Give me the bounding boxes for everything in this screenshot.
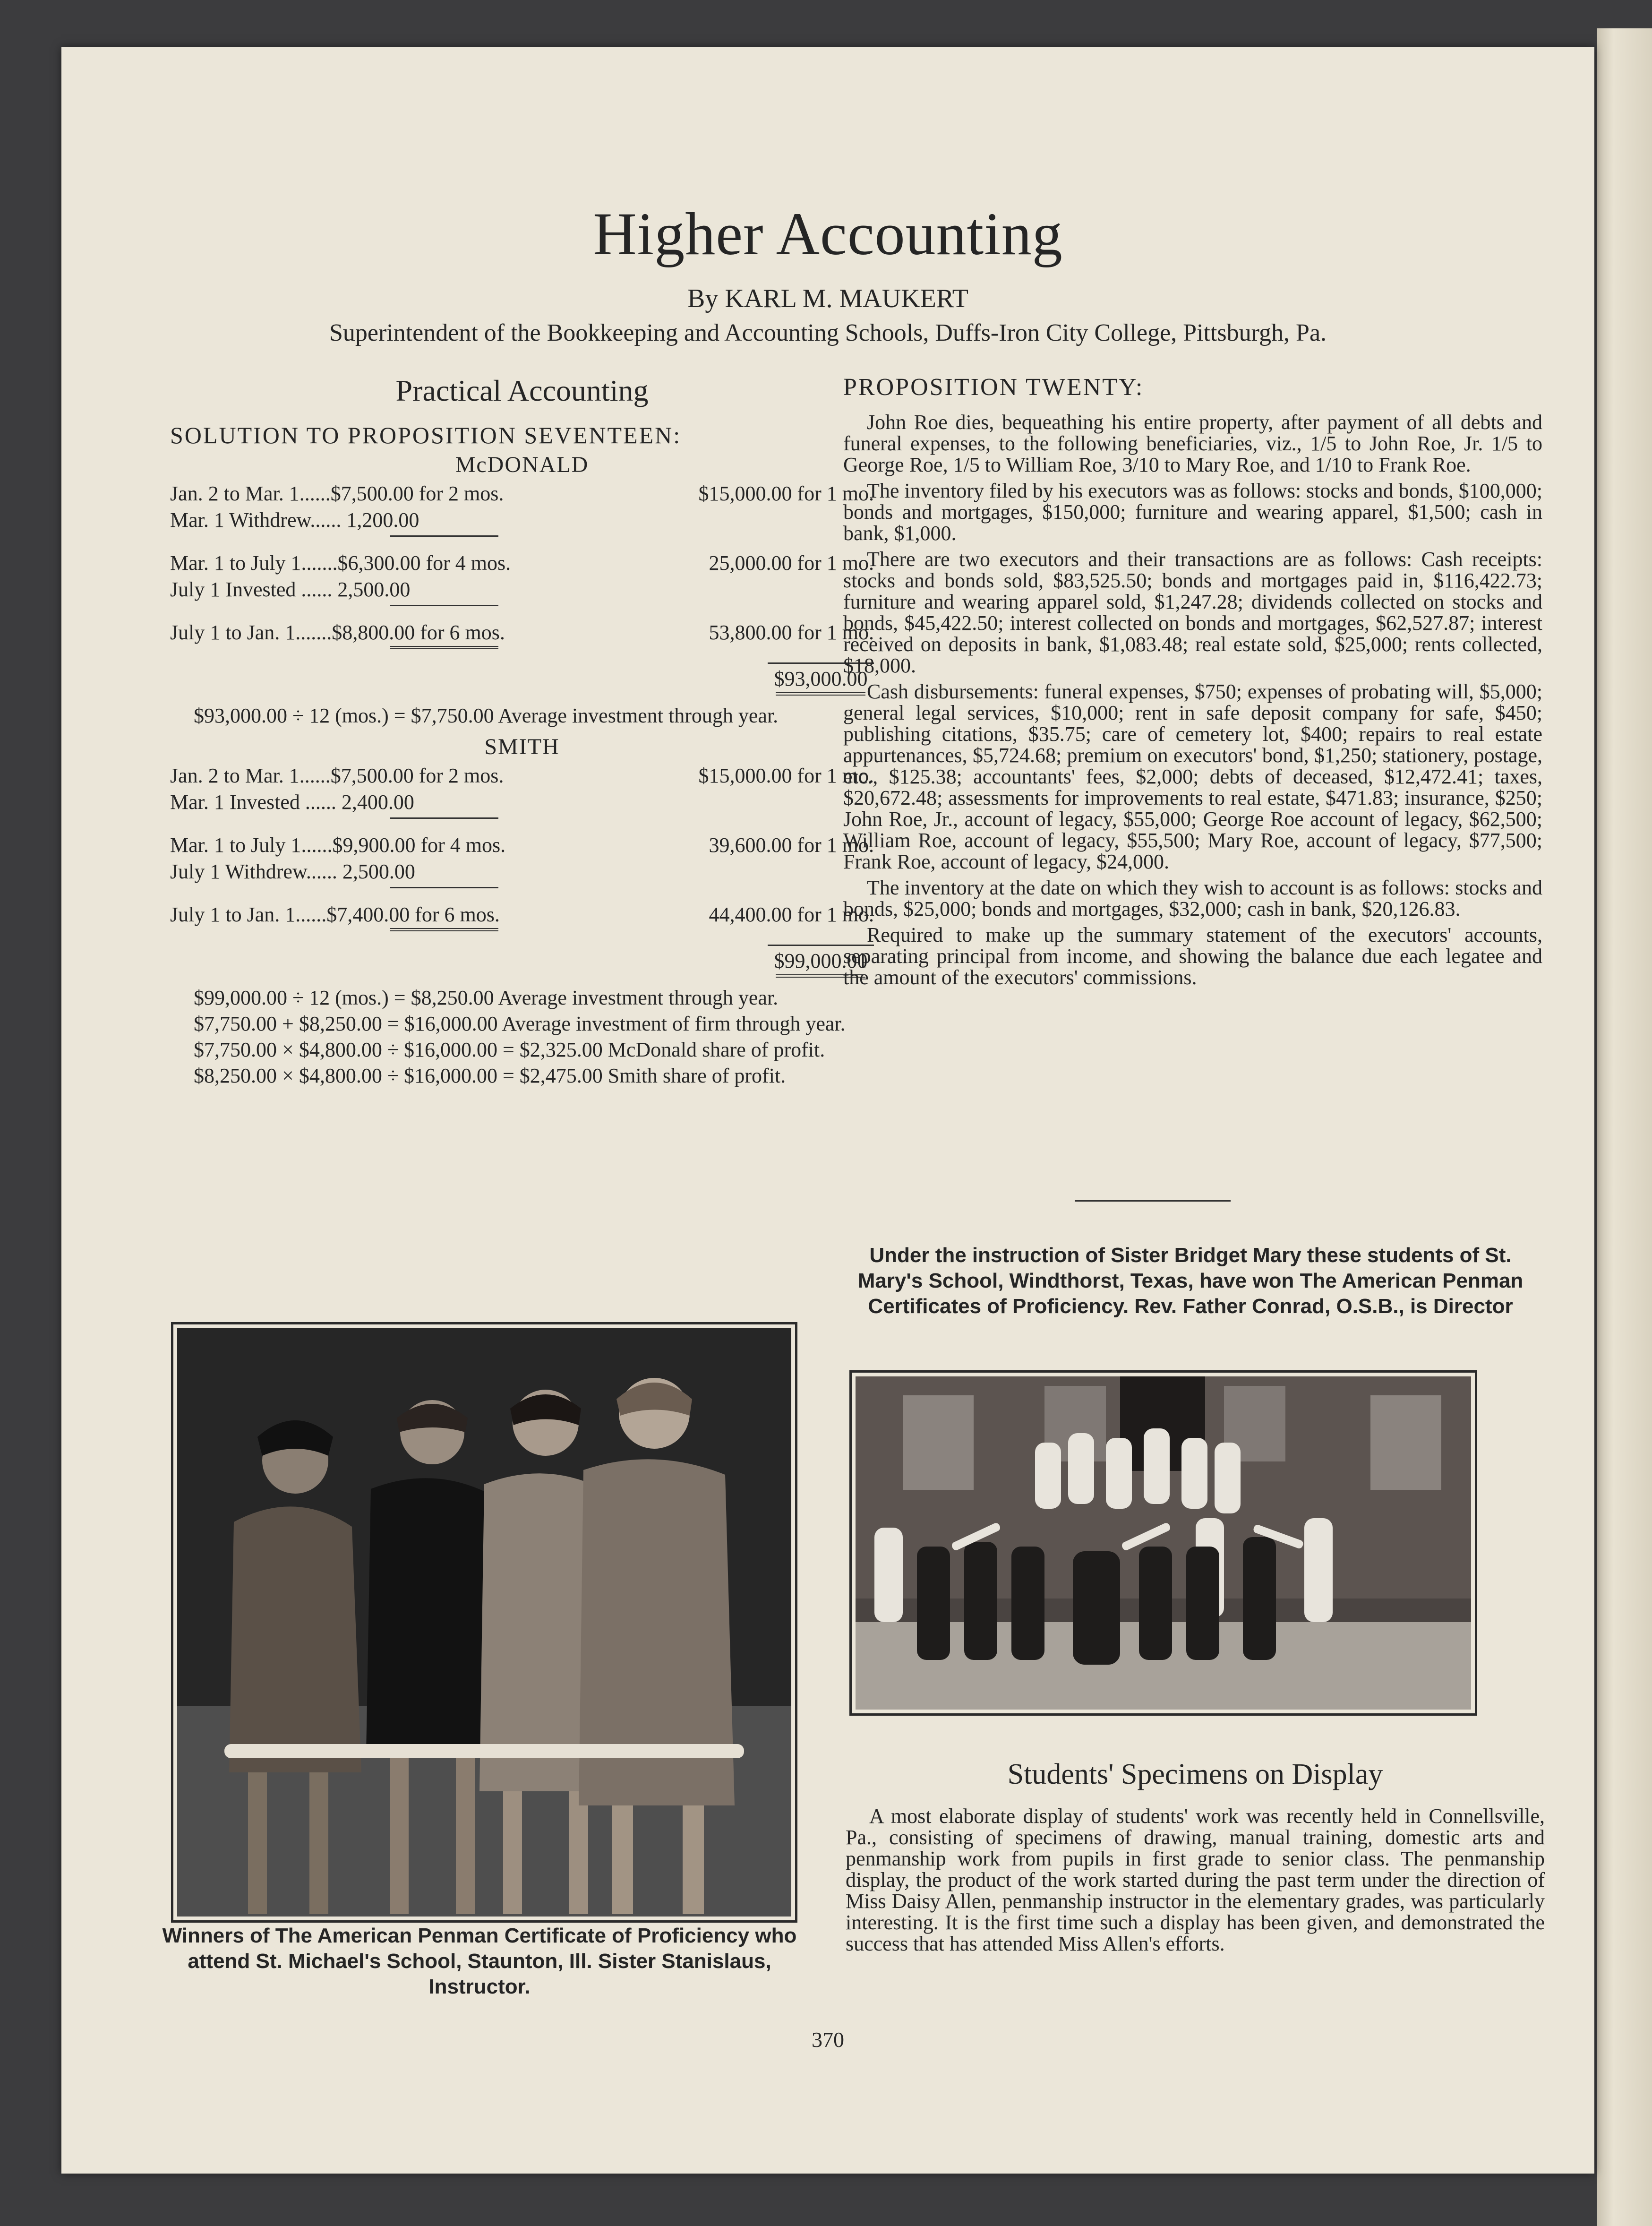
specimens-title: Students' Specimens on Display	[1007, 1758, 1383, 1790]
table-cell	[581, 576, 874, 603]
divider	[390, 887, 498, 888]
book-spine	[1597, 28, 1652, 2226]
calc-line: $7,750.00 + $8,250.00 = $16,000.00 Average investment of firm through year.	[194, 1012, 846, 1035]
girls-with-diplomas-illustration	[177, 1328, 791, 1917]
table-row	[170, 550, 874, 576]
table-row	[170, 619, 874, 646]
byline: By KARL M. MAUKERT	[687, 284, 969, 313]
table-cell: $15,000.00 for 1 mo.	[698, 482, 874, 505]
article-title: Higher Accounting	[593, 200, 1063, 267]
section-divider	[1075, 1200, 1231, 1202]
table-cell: July 1 Withdrew...... 2,500.00	[170, 860, 415, 883]
paragraph: The inventory at the date on which they wish to account is as follows: stocks and bonds, $25,000; bonds and mortgages, $32,000; cash in bank, $20,126.83.	[843, 876, 1542, 920]
divider	[390, 535, 498, 537]
specimens-section	[846, 1758, 1545, 1959]
table-cell: July 1 to Jan. 1.......$8,800.00 for 6 mos.	[170, 621, 505, 644]
table-cell: 25,000.00 for 1 mo.	[709, 551, 874, 575]
table-cell: $15,000.00 for 1 mo.	[698, 764, 874, 787]
table-cell: 44,400.00 for 1 mo.	[709, 903, 874, 926]
table-cell: Jan. 2 to Mar. 1......$7,500.00 for 2 mos.	[170, 764, 504, 787]
table-row	[170, 576, 874, 603]
photo-caption-right: Under the instruction of Sister Bridget Mary these students of St. Mary's School, Windthorst, Texas, have won The American Penman Certificates of Proficiency. Rev. Father Conrad, O.S.B., is Director	[857, 1244, 1524, 1318]
smith-average: $99,000.00 ÷ 12 (mos.) = $8,250.00 Average investment through year.	[194, 986, 779, 1009]
photo-image	[177, 1328, 791, 1917]
double-rule	[390, 928, 498, 931]
table-cell: Mar. 1 Invested ...... 2,400.00	[170, 791, 414, 814]
double-rule	[390, 646, 498, 649]
calc-line: $8,250.00 × $4,800.00 ÷ $16,000.00 = $2,475.00 Smith share of profit.	[194, 1064, 786, 1087]
photo-image	[856, 1376, 1471, 1710]
mcdonald-heading: McDONALD	[455, 452, 589, 477]
author-affiliation: Superintendent of the Bookkeeping and Accounting Schools, Duffs-Iron City College, Pittsburgh, Pa.	[329, 319, 1327, 346]
smith-table	[170, 763, 874, 978]
page-number: 370	[812, 2028, 844, 2052]
mcdonald-table	[170, 481, 874, 696]
table-row	[170, 859, 874, 885]
smith-heading: SMITH	[484, 734, 560, 759]
table-row	[170, 832, 874, 859]
table-row	[170, 902, 874, 928]
section-title: Practical Accounting	[395, 374, 649, 407]
proposition-heading: PROPOSITION TWENTY:	[843, 374, 1144, 401]
table-row	[170, 789, 874, 816]
paragraph: There are two executors and their transactions are as follows: Cash receipts: stocks and bonds sold, $83,525.50; bonds and mortgages paid in, $116,422.73; furniture and wearing apparel sold, $1,247.28; dividends collected on stocks and bonds, $45,422.50; interest collected on bonds and mortgages, $62,527.87; interest received on deposits in bank, $1,083.48; real estate sold, $25,000; rents collected, $18,000.	[843, 548, 1542, 677]
paragraph: Required to make up the summary statement of the executors' accounts, separating principal from income, and showing the balance due each legatee and the amount of the executors' commissions.	[843, 923, 1542, 989]
table-row	[170, 763, 874, 789]
group-photo-illustration	[856, 1376, 1471, 1710]
paragraph: Cash disbursements: funeral expenses, $750; expenses of probating will, $5,000; general legal services, $10,000; rent in safe deposit company for safe, $450; publishing citations, $35.75; care of cemetery lot, $400; repairs to real estate appurtenances, $5,724.68; premium on executors' bond, $1,250; stationery, postage, etc., $125.38; accountants' fees, $2,000; debts of deceased, $12,472.41; taxes, $20,672.48; assessments for improvements to real estate, $471.83; insurance, $250; John Roe, Jr., account of legacy, $55,000; George Roe account of legacy, $62,500; William Roe, account of legacy, $55,500; Mary Roe, account of legacy, $77,500; Frank Roe, account of legacy, $24,000.	[843, 680, 1542, 873]
mcdonald-average: $93,000.00 ÷ 12 (mos.) = $7,750.00 Average investment through year.	[194, 704, 779, 727]
specimens-text: A most elaborate display of students' work was recently held in Connellsville, Pa., consisting of specimens of drawing, manual training, domestic arts and penmanship work from pupils in first grade to senior class. The penmanship display, the product of the work started during the past term under the direction of Miss Daisy Allen, penmanship instructor in the elementary grades, was particularly interesting. It is the first time such a display has been given, and demonstrated the success that has attended Miss Allen's efforts.	[846, 1805, 1545, 1955]
magazine-page	[61, 47, 1594, 2174]
table-cell: Mar. 1 Withdrew...... 1,200.00	[170, 508, 419, 532]
table-cell	[581, 789, 874, 816]
table-cell: Mar. 1 to July 1.......$6,300.00 for 4 mos.	[170, 551, 511, 575]
paragraph: John Roe dies, bequeathing his entire property, after payment of all debts and funeral expenses, to the following beneficiaries, viz., 1/5 to John Roe, Jr. 1/5 to George Roe, 1/5 to William Roe, 3/10 to Mary Roe, and 1/10 to Frank Roe.	[843, 411, 1542, 476]
table-cell: Mar. 1 to July 1......$9,900.00 for 4 mos.	[170, 834, 506, 857]
photo-st-michaels-winners	[171, 1322, 797, 1923]
table-cell: Jan. 2 to Mar. 1......$7,500.00 for 2 mos.	[170, 482, 504, 505]
table-cell: July 1 to Jan. 1......$7,400.00 for 6 mos.	[170, 903, 500, 926]
photo-st-marys-students	[849, 1370, 1477, 1716]
table-row	[170, 481, 874, 507]
table-cell: 39,600.00 for 1 mo.	[709, 834, 874, 857]
right-column	[843, 373, 1542, 993]
solution-heading: SOLUTION TO PROPOSITION SEVENTEEN:	[170, 422, 682, 448]
paragraph: The inventory filed by his executors was as follows: stocks and bonds, $100,000; bonds and mortgages, $150,000; furniture and wearing apparel, $1,500; cash in bank, $1,000.	[843, 479, 1542, 545]
table-cell	[581, 859, 874, 885]
mcdonald-total: $93,000.00	[774, 667, 868, 690]
divider	[390, 605, 498, 606]
divider	[390, 817, 498, 819]
table-cell: July 1 Invested ...... 2,500.00	[170, 578, 411, 601]
table-cell	[581, 507, 874, 533]
table-row	[170, 507, 874, 533]
calc-line: $7,750.00 × $4,800.00 ÷ $16,000.00 = $2,325.00 McDonald share of profit.	[194, 1038, 825, 1061]
table-cell: 53,800.00 for 1 mo.	[709, 621, 874, 644]
photo-caption-left: Winners of The American Penman Certificate of Proficiency who attend St. Michael's School, Staunton, Ill. Sister Stanislaus, Instructor.	[162, 1924, 797, 1998]
smith-total: $99,000.00	[774, 949, 868, 972]
left-column	[170, 373, 874, 1091]
